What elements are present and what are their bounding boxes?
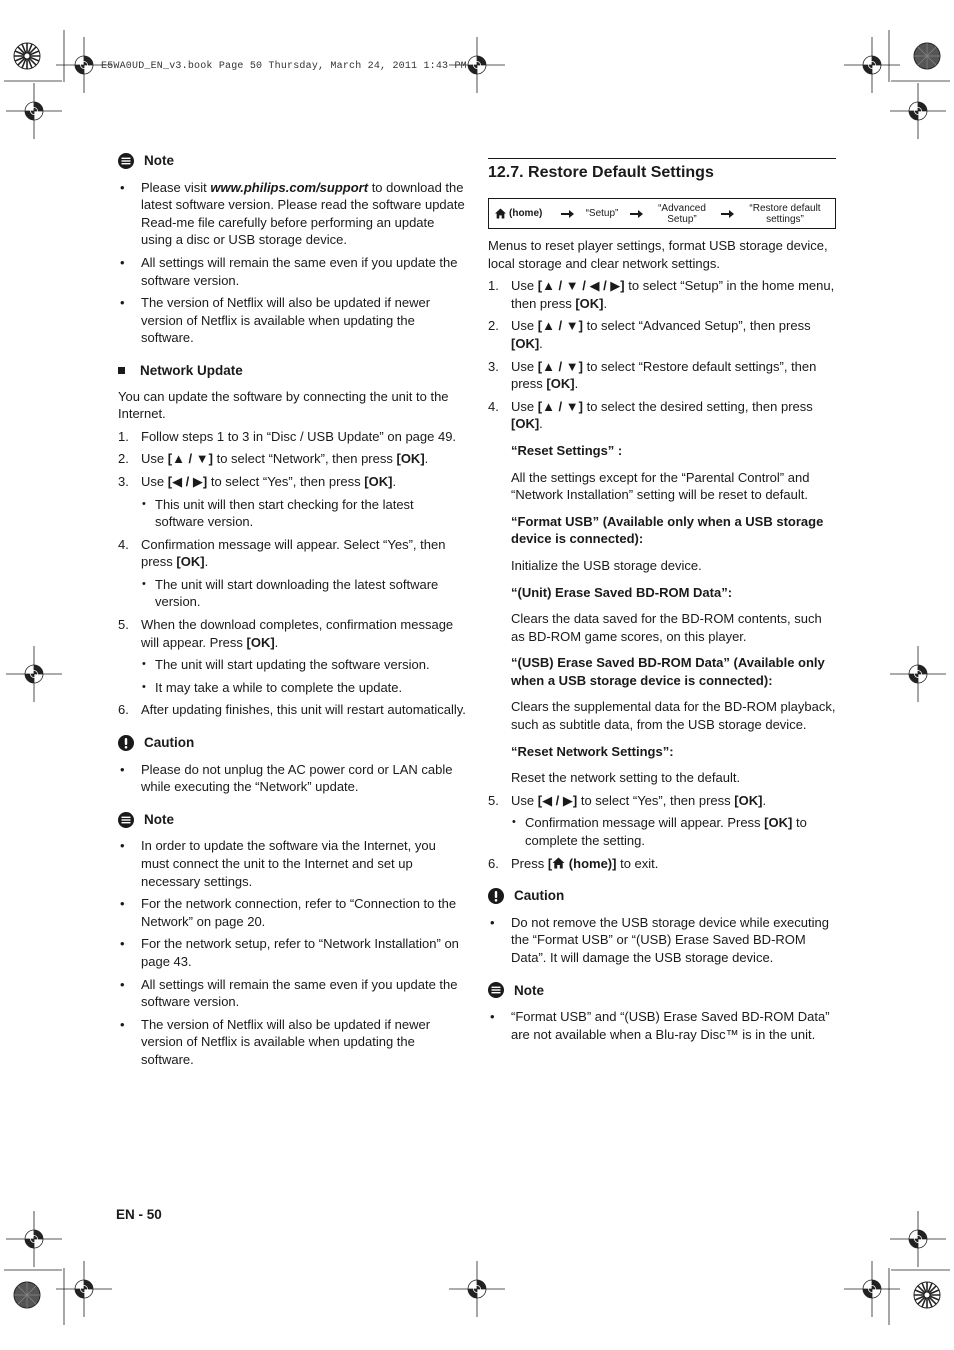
step-item: 4. Confirmation message will appear. Select “Yes”, then press [OK]. <box>118 536 446 570</box>
step-item: 6. Press [ (home)] to exit. <box>488 855 659 871</box>
note-heading: Note <box>488 982 836 1000</box>
step-sub-item: • It may take a while to complete the update. <box>141 679 466 697</box>
option-label: “Format USB” (Available only when a USB storage device is connected): <box>511 513 824 547</box>
note-heading: Note <box>118 811 466 829</box>
arrow-right-icon <box>561 210 574 218</box>
section-header <box>488 158 836 183</box>
square-bullet-icon <box>118 367 125 374</box>
network-update-heading: Network Update <box>118 362 466 380</box>
option-desc: All the settings except for the “Parental Control” and “Network Installation” setting will be reset to default. <box>511 469 810 503</box>
option-desc: Clears the data saved for the BD-ROM contents, such as BD-ROM game scores, on this player. <box>511 611 822 644</box>
caution-item: • Do not remove the USB storage device while executing the “Format USB” or “(USB) Erase Saved BD-ROM Data”. It will damage the USB storage device. <box>488 914 836 967</box>
option-desc: Clears the supplemental data for the BD-ROM playback, such as subtitle data, from the USB storage device. <box>511 699 836 733</box>
caution-item: • Please do not unplug the AC power cord or LAN cable while executing the “Network” update. <box>118 761 466 796</box>
path-restore-default: “Restore default settings” <box>749 202 821 225</box>
path-home: (home) <box>489 208 557 219</box>
note-icon <box>488 982 504 998</box>
step-item: 3. Use [◀ / ▶] to select “Yes”, then press [OK]. <box>118 473 397 489</box>
left-column <box>118 152 466 1074</box>
menu-path <box>488 198 836 229</box>
caution-heading: Caution <box>488 887 836 905</box>
caution-icon <box>118 735 134 751</box>
support-url: www.philips.com/support <box>210 179 369 195</box>
step-item: 5. When the download completes, confirmation message will appear. Press [OK]. <box>118 617 454 650</box>
caution-heading: Caution <box>118 734 466 752</box>
step-item: 6. After updating finishes, this unit will restart automatically. <box>118 702 466 718</box>
step-item: 4. Use [▲ / ▼] to select the desired setting, then press [OK]. <box>488 398 813 432</box>
note-item: • For the network connection, refer to “Connection to the Network” on page 20. <box>118 895 466 930</box>
step-item: 1. Follow steps 1 to 3 in “Disc / USB Update” on page 49. <box>118 428 457 444</box>
network-update-intro: You can update the software by connecting the unit to the Internet. <box>118 388 449 422</box>
note-item: • All settings will remain the same even if you update the software version. <box>118 254 466 289</box>
note-item: • Please visit www.philips.com/support to download the latest software version. Please read the software update Read-me file carefully before performing an update using a disc or USB storage device. <box>118 179 466 249</box>
caution-icon <box>488 888 504 904</box>
step-sub-item: • The unit will start updating the software version. <box>141 656 466 674</box>
arrow-right-icon <box>721 210 734 218</box>
print-header: E5WA0UD_EN_v3.book Page 50 Thursday, March 24, 2011 1:43 PM <box>101 61 467 72</box>
page-number: EN - 50 <box>116 1207 162 1222</box>
step-item: 5. Use [◀ / ▶] to select “Yes”, then press [OK]. <box>488 792 767 808</box>
note-heading: Note <box>118 152 466 170</box>
arrow-right-icon <box>630 210 643 218</box>
right-column <box>488 158 836 1048</box>
home-icon <box>552 857 565 869</box>
note-item: • The version of Netflix will also be updated if newer version of Netflix is available when updating the software. <box>118 1016 466 1069</box>
home-icon <box>495 208 506 219</box>
step-item: 2. Use [▲ / ▼] to select “Network”, then press [OK]. <box>118 451 429 467</box>
restore-intro: Menus to reset player settings, format USB storage device, local storage and clear network settings. <box>488 238 828 271</box>
option-label: “(USB) Erase Saved BD-ROM Data” (Available only when a USB storage device is connected): <box>511 655 825 688</box>
step-item: 3. Use [▲ / ▼] to select “Restore default settings”, then press [OK]. <box>488 358 817 392</box>
note-icon <box>118 153 134 169</box>
path-advanced-setup: “Advanced Setup” <box>658 202 706 225</box>
step-sub-item: • The unit will start downloading the latest software version. <box>141 576 466 611</box>
note-item: • The version of Netflix will also be updated if newer version of Netflix is available when updating the software. <box>118 294 466 347</box>
path-setup: “Setup” <box>585 208 619 219</box>
step-item: 2. Use [▲ / ▼] to select “Advanced Setup”, then press [OK]. <box>488 318 811 351</box>
option-desc: Initialize the USB storage device. <box>511 557 702 573</box>
note-item: • In order to update the software via the Internet, you must connect the unit to the Internet and set up necessary settings. <box>118 837 466 890</box>
note-item: • For the network setup, refer to “Network Installation” on page 43. <box>118 935 466 970</box>
step-item: 1. Use [▲ / ▼ / ◀ / ▶] to select “Setup” in the home menu, then press [OK]. <box>488 278 835 311</box>
note-item: • “Format USB” and “(USB) Erase Saved BD-ROM Data” are not available when a Blu-ray Disc™ is in the unit. <box>488 1008 836 1043</box>
section-title: 12.7. Restore Default Settings <box>488 164 714 181</box>
option-label: “Reset Settings” : <box>511 442 623 458</box>
note-item: • All settings will remain the same even if you update the software version. <box>118 976 466 1011</box>
option-label: “Reset Network Settings”: <box>511 743 674 759</box>
note-icon <box>118 812 134 828</box>
step-sub-item: • Confirmation message will appear. Press [OK] to complete the setting. <box>511 814 836 849</box>
step-sub-item: • This unit will then start checking for the latest software version. <box>141 496 466 531</box>
option-desc: Reset the network setting to the default. <box>511 770 741 786</box>
option-label: “(Unit) Erase Saved BD-ROM Data”: <box>511 584 733 600</box>
